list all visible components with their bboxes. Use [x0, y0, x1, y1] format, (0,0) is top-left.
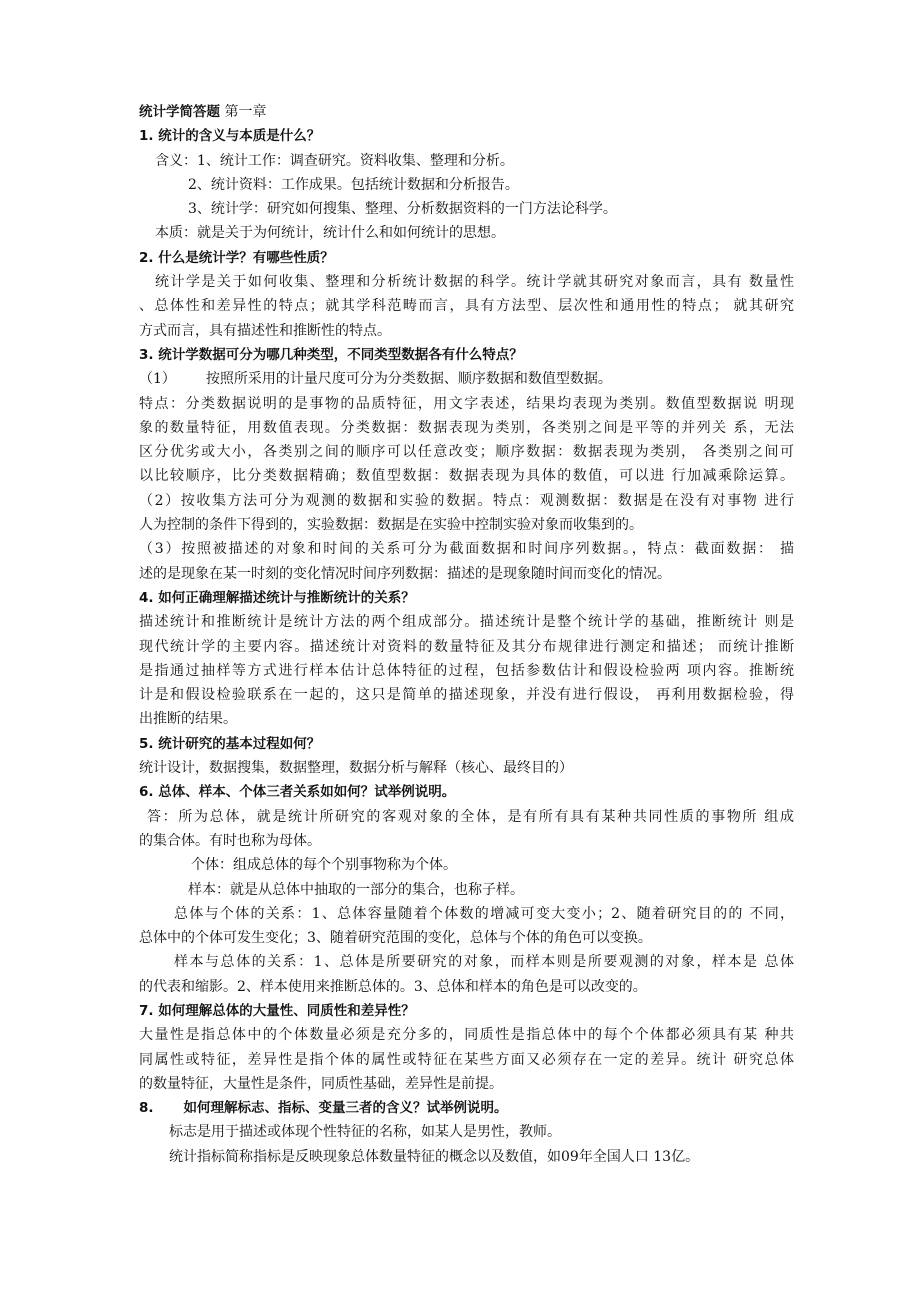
question-6: 6. 总体、样本、个体三者关系如如何？试举例说明。: [139, 784, 456, 801]
answer-line: 含义：1、统计工作：调查研究。资料收集、整理和分析。: [155, 152, 514, 169]
answer-line: （3）按照被描述的对象和时间的关系可分为截面数据和时间序列数据。，特点：截面数据： 描: [139, 541, 794, 558]
question-8: [139, 1096, 794, 1120]
answer-line: 的数量特征，大量性是条件，同质性基础，差异性是前提。: [139, 1075, 503, 1092]
answer-line: 区分优劣或大小，各类别之间的顺序可以任意改变；顺序数据：数据表现为类别， 各类别之间可: [139, 444, 794, 461]
answer-line: 统计指标简称指标是反映现象总体数量特征的概念以及数值，如09年全国人口 13亿。: [169, 1148, 700, 1165]
answer-line: 统计设计，数据搜集，数据整理，数据分析与解释（核心、最终目的）: [139, 760, 573, 777]
answer-line: 总体与个体的关系：1、总体容量随着个体数的增减可变大变小；2、随着研究目的的 不同，: [174, 905, 794, 922]
answer-line: 本质：就是关于为何统计，统计什么和如何统计的思想。: [155, 225, 505, 242]
question-1: 1. 统计的含义与本质是什么？: [139, 128, 321, 145]
answer-line: 大量性是指总体中的个体数量必须是充分多的，同质性是指总体中的每个个体都必须具有某 种共: [139, 1027, 794, 1044]
answer-item-1: [139, 367, 794, 391]
answer-line: 标志是用于描述或体现个性特征的名称，如某人是男性，教师。: [169, 1124, 561, 1141]
answer-line: 特点：分类数据说明的是事物的品质特征，用文字表述，结果均表现为类别。数值型数据说 明现: [139, 395, 794, 412]
answer-line: 计是和假设检验联系在一起的，这只是简单的描述现象，并没有进行假设， 再利用数据检验，得: [139, 687, 794, 704]
answer-line: 描述统计和推断统计是统计方法的两个组成部分。描述统计是整个统计学的基础，推断统计 则是: [139, 614, 794, 631]
question-2: 2. 什么是统计学？有哪些性质？: [139, 249, 334, 266]
answer-line: 是指通过抽样等方式进行样本估计总体特征的过程，包括参数估计和假设检验两 项内容。推断统: [139, 662, 794, 679]
answer-line: 样本与总体的关系：1、总体是所要研究的对象，而样本则是所要观测的对象，样本是 总体: [174, 954, 794, 971]
answer-line: 人为控制的条件下得到的，实验数据：数据是在实验中控制实验对象而收集到的。: [139, 517, 643, 534]
item-number: （1）: [139, 371, 176, 388]
doc-heading: [139, 100, 794, 124]
answer-line: 出推断的结果。: [139, 711, 237, 728]
answer-line: 的集合体。有时也称为母体。: [139, 832, 321, 849]
answer-line: 总体中的个体可发生变化；3、随着研究范围的变化，总体与个体的角色可以变换。: [139, 930, 652, 947]
question-3: 3. 统计学数据可分为哪几种类型，不同类型数据各有什么特点？: [139, 346, 523, 363]
doc-title: 统计学简答题: [139, 104, 220, 120]
answer-line: 现代统计学的主要内容。描述统计对资料的数量特征及其分布规律进行测定和描述； 而统计推断: [139, 638, 794, 655]
item-text: 按照所采用的计量尺度可分为分类数据、顺序数据和数值型数据。: [205, 371, 612, 388]
doc-chapter: 第一章: [224, 104, 267, 120]
answer-line: 个体：组成总体的每个个别事物称为个体。: [191, 857, 457, 874]
answer-line: 以比较顺序，比分类数据精确；数值型数据：数据表现为具体的数值，可以进 行加减乘除运算。: [139, 468, 794, 485]
question-text: 如何理解标志、指标、变量三者的含义？试举例说明。: [183, 1100, 508, 1117]
question-number: 8.: [139, 1100, 154, 1117]
answer-line: 方式而言，具有描述性和推断性的特点。: [139, 322, 391, 339]
answer-line: 述的是现象在某一时刻的变化情况时间序列数据：描述的是现象随时间而变化的情况。: [139, 565, 671, 582]
answer-line: 2、统计资料：工作成果。包括统计数据和分析报告。: [188, 176, 519, 193]
answer-line: 样本：就是从总体中抽取的一部分的集合，也称子样。: [188, 881, 524, 898]
answer-line: 3、统计学：研究如何搜集、整理、分析数据资料的一门方法论科学。: [188, 201, 617, 218]
question-4: 4. 如何正确理解描述统计与推断统计的关系？: [139, 589, 415, 606]
question-7: 7. 如何理解总体的大量性、同质性和差异性？: [139, 1002, 415, 1019]
answer-line: 象的数量特征，用数值表现。分类数据：数据表现为类别，各类别之间是平等的并列关 系，无法: [139, 419, 794, 436]
document-body: [139, 100, 794, 1169]
question-5: 5. 统计研究的基本过程如何？: [139, 735, 321, 752]
answer-line: （2）按收集方法可分为观测的数据和实验的数据。特点：观测数据：数据是在没有对事物 进行: [139, 492, 794, 509]
answer-line: 统计学是关于如何收集、整理和分析统计数据的科学。统计学就其研究对象而言，具有 数量性: [155, 274, 794, 291]
answer-line: 同属性或特征，差异性是指个体的属性或特征在某些方面又必须存在一定的差异。统计 研究总体: [139, 1051, 794, 1068]
answer-line: 答：所为总体，就是统计所研究的客观对象的全体，是有所有具有某种共同性质的事物所 组成: [147, 808, 794, 825]
answer-line: 、总体性和差异性的特点；就其学科范畴而言，具有方法型、层次性和通用性的特点； 就其研究: [139, 298, 794, 315]
answer-line: 的代表和缩影。2、样本使用来推断总体的。3、总体和样本的角色是可以改变的。: [139, 978, 647, 995]
